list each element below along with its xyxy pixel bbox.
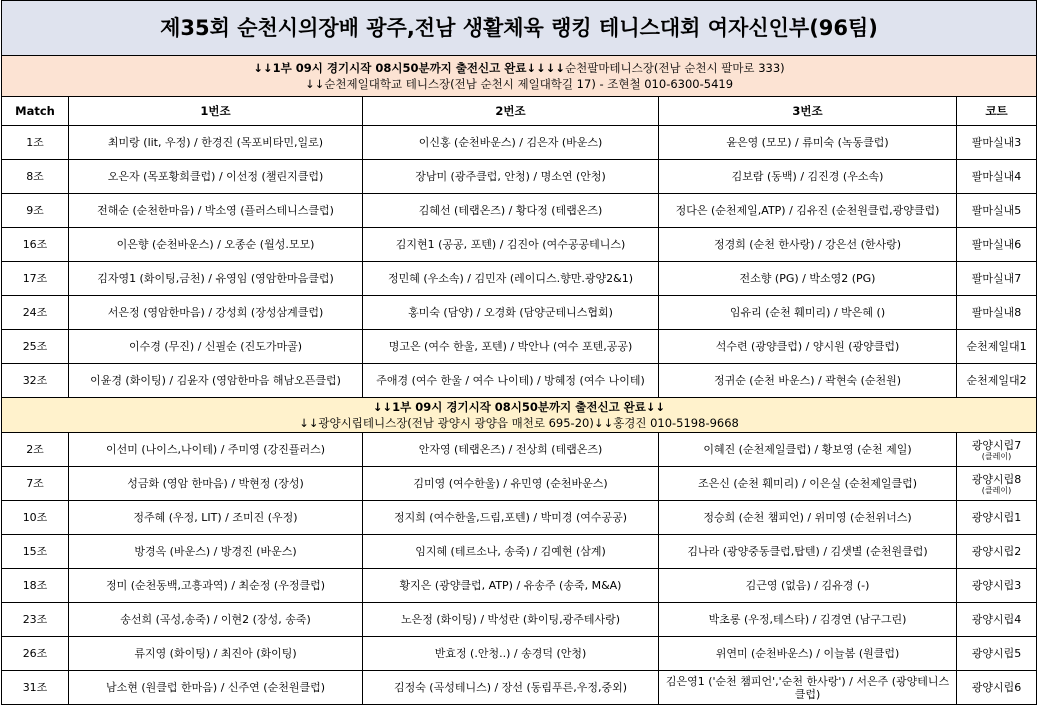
court-name: 광양시립4 — [971, 613, 1022, 626]
team2-cell: 반효정 (.안청..) / 송경덕 (안청) — [363, 637, 659, 671]
section1-line2: ↓↓순천제일대학교 테니스장(전남 순천시 제일대학길 17) - 조현철 010-6300-5419 — [305, 77, 734, 91]
court-cell — [957, 501, 1037, 535]
team3-cell: 김근영 (없음) / 김유경 (-) — [659, 569, 957, 603]
team2-cell: 안자영 (테랩온즈) / 전상희 (테랩온즈) — [363, 433, 659, 467]
table-row — [2, 467, 1037, 501]
table-row — [2, 228, 1037, 262]
team3-cell: 정경희 (순천 한사랑) / 강은선 (한사랑) — [659, 228, 957, 262]
match-cell: 18조 — [2, 569, 69, 603]
court-surface: (클레이) — [981, 485, 1012, 495]
team2-cell: 김지현1 (공공, 포텐) / 김진아 (여수공공테니스) — [363, 228, 659, 262]
header-match: Match — [2, 97, 69, 126]
court-cell — [957, 330, 1037, 364]
team2-cell: 황지은 (광양클럽, ATP) / 유송주 (송죽, M&A) — [363, 569, 659, 603]
section1-line1-rest: 순천팔마테니스장(전남 순천시 팔마로 333) — [565, 61, 785, 75]
section2-line1: ↓↓1부 09시 경기시작 08시50분까지 출전신고 완료↓↓ — [372, 400, 666, 414]
court-name: 광양시립8 — [971, 472, 1022, 486]
team3-cell: 정승희 (순천 챔피언) / 위미영 (순천위너스) — [659, 501, 957, 535]
court-name: 팔마실내5 — [971, 204, 1022, 217]
bracket-table — [1, 0, 1037, 705]
page-title: 제35회 순천시의장배 광주,전남 생활체육 랭킹 테니스대회 여자신인부(96팀) — [2, 1, 1037, 56]
team3-cell: 석수련 (광양클럽) / 양시원 (광양클럽) — [659, 330, 957, 364]
court-cell — [957, 160, 1037, 194]
match-cell: 31조 — [2, 671, 69, 705]
team3-cell: 김은영1 ('순천 챔피언','순천 한사랑') / 서은주 (광양테니스클럽) — [659, 671, 957, 705]
court-name: 광양시립5 — [971, 647, 1022, 660]
match-cell: 16조 — [2, 228, 69, 262]
court-cell — [957, 603, 1037, 637]
team3-cell: 전소향 (PG) / 박소영2 (PG) — [659, 262, 957, 296]
team2-cell: 노은정 (화이팅) / 박성란 (화이팅,광주테사랑) — [363, 603, 659, 637]
match-cell: 32조 — [2, 364, 69, 398]
team2-cell: 이신홍 (순천바운스) / 김은자 (바운스) — [363, 126, 659, 160]
court-cell — [957, 671, 1037, 705]
court-name: 순천제일대1 — [966, 340, 1027, 353]
match-cell: 8조 — [2, 160, 69, 194]
table-row — [2, 535, 1037, 569]
team3-cell: 정귀순 (순천 바운스) / 곽현숙 (순천원) — [659, 364, 957, 398]
court-name: 팔마실내8 — [971, 306, 1022, 319]
match-cell: 25조 — [2, 330, 69, 364]
match-cell: 17조 — [2, 262, 69, 296]
team1-cell: 정주혜 (우정, LIT) / 조미진 (우정) — [69, 501, 363, 535]
team1-cell: 최미랑 (lit, 우정) / 한경진 (목포비타민,일로) — [69, 126, 363, 160]
table-row — [2, 194, 1037, 228]
team2-cell: 김혜선 (테랩온즈) / 황다정 (테랩온즈) — [363, 194, 659, 228]
section2-line2: ↓↓광양시립테니스장(전남 광양시 광양읍 매천로 695-20)↓↓홍경진 010-5198-9668 — [299, 416, 739, 430]
court-cell — [957, 364, 1037, 398]
match-cell: 10조 — [2, 501, 69, 535]
court-name: 팔마실내7 — [971, 272, 1022, 285]
table-row — [2, 262, 1037, 296]
section2-header — [2, 398, 1037, 433]
court-cell — [957, 296, 1037, 330]
match-cell: 1조 — [2, 126, 69, 160]
table-row — [2, 569, 1037, 603]
table-row — [2, 501, 1037, 535]
header-col2: 2번조 — [363, 97, 659, 126]
court-name: 광양시립6 — [971, 681, 1022, 694]
match-cell: 9조 — [2, 194, 69, 228]
match-cell: 23조 — [2, 603, 69, 637]
team2-cell: 홍미숙 (담양) / 오경화 (담양군테니스협회) — [363, 296, 659, 330]
team3-cell: 조은신 (순천 훼미리) / 이은실 (순천제일클럽) — [659, 467, 957, 501]
team2-cell: 정민혜 (우소속) / 김민자 (레이디스.향만.광양2&1) — [363, 262, 659, 296]
team3-cell: 박초롱 (우정,테스타) / 김경연 (남구그린) — [659, 603, 957, 637]
section1-header — [2, 56, 1037, 97]
team2-cell: 정지희 (여수한울,드림,포텐) / 박미경 (여수공공) — [363, 501, 659, 535]
court-cell — [957, 126, 1037, 160]
team1-cell: 김자영1 (화이팅,금천) / 유영임 (영암한마음클럽) — [69, 262, 363, 296]
court-cell — [957, 467, 1037, 501]
team1-cell: 이윤경 (화이팅) / 김윤자 (영암한마음 해남오픈클럽) — [69, 364, 363, 398]
court-cell — [957, 535, 1037, 569]
table-row — [2, 296, 1037, 330]
team1-cell: 전해순 (순천한마음) / 박소영 (플러스테니스클럽) — [69, 194, 363, 228]
team2-cell: 김미영 (여수한울) / 유민영 (순천바운스) — [363, 467, 659, 501]
team1-cell: 이은향 (순천바운스) / 오종순 (월성.모모) — [69, 228, 363, 262]
match-cell: 15조 — [2, 535, 69, 569]
team1-cell: 남소현 (원클럽 한마음) / 신주연 (순천원클럽) — [69, 671, 363, 705]
match-cell: 2조 — [2, 433, 69, 467]
team2-cell: 주애경 (여수 한울 / 여수 나이테) / 방혜정 (여수 나이테) — [363, 364, 659, 398]
header-col1: 1번조 — [69, 97, 363, 126]
team1-cell: 방경옥 (바운스) / 방경진 (바운스) — [69, 535, 363, 569]
section1-line1-bold: ↓↓1부 09시 경기시작 08시50분까지 출전신고 완료↓↓↓↓ — [253, 61, 565, 75]
court-name: 광양시립2 — [971, 545, 1022, 558]
court-name: 팔마실내3 — [971, 136, 1022, 149]
table-row — [2, 433, 1037, 467]
court-name: 광양시립1 — [971, 511, 1022, 524]
header-col3: 3번조 — [659, 97, 957, 126]
team3-cell: 김나라 (광양중동클럽,탑텐) / 김샛별 (순천원클럽) — [659, 535, 957, 569]
table-row — [2, 330, 1037, 364]
team2-cell: 명고은 (여수 한울, 포텐) / 박안나 (여수 포텐,공공) — [363, 330, 659, 364]
table-row — [2, 364, 1037, 398]
team3-cell: 위연미 (순천바운스) / 이늘봄 (원클럽) — [659, 637, 957, 671]
court-name: 팔마실내6 — [971, 238, 1022, 251]
court-surface: (클레이) — [981, 451, 1012, 461]
court-name: 순천제일대2 — [966, 374, 1027, 387]
court-cell — [957, 433, 1037, 467]
court-cell — [957, 637, 1037, 671]
table-row — [2, 671, 1037, 705]
team3-cell: 김보람 (동백) / 김진경 (우소속) — [659, 160, 957, 194]
team1-cell: 오은자 (목포황희클럽) / 이선정 (챌린지클럽) — [69, 160, 363, 194]
court-cell — [957, 194, 1037, 228]
team1-cell: 성금화 (영암 한마음) / 박현정 (장성) — [69, 467, 363, 501]
team1-cell: 이선미 (나이스,나이테) / 주미영 (강진플러스) — [69, 433, 363, 467]
team2-cell: 김정숙 (곡성테니스) / 장선 (동림푸른,우정,중외) — [363, 671, 659, 705]
match-cell: 26조 — [2, 637, 69, 671]
team1-cell: 정미 (순천동백,고흥과역) / 최순정 (우정클럽) — [69, 569, 363, 603]
court-cell — [957, 569, 1037, 603]
column-header-row — [2, 97, 1037, 126]
court-name: 광양시립7 — [971, 438, 1022, 452]
team2-cell: 장남미 (광주클럽, 안청) / 명소연 (안청) — [363, 160, 659, 194]
table-row — [2, 126, 1037, 160]
match-cell: 24조 — [2, 296, 69, 330]
court-cell — [957, 228, 1037, 262]
team3-cell: 윤은영 (모모) / 류미숙 (녹동클럽) — [659, 126, 957, 160]
title-row — [2, 1, 1037, 56]
court-cell — [957, 262, 1037, 296]
team1-cell: 이수경 (무진) / 신필순 (진도가마골) — [69, 330, 363, 364]
table-row — [2, 637, 1037, 671]
team3-cell: 이혜진 (순천제일클럽) / 황보영 (순천 제일) — [659, 433, 957, 467]
team3-cell: 정다은 (순천제일,ATP) / 김유진 (순천원클럽,광양클럽) — [659, 194, 957, 228]
table-row — [2, 160, 1037, 194]
match-cell: 7조 — [2, 467, 69, 501]
team3-cell: 임유리 (순천 훼미리) / 박은혜 () — [659, 296, 957, 330]
header-court: 코트 — [957, 97, 1037, 126]
court-name: 광양시립3 — [971, 579, 1022, 592]
team1-cell: 서은정 (영암한마음) / 강성희 (장성삼계클럽) — [69, 296, 363, 330]
table-row — [2, 603, 1037, 637]
court-name: 팔마실내4 — [971, 170, 1022, 183]
team2-cell: 임지혜 (테르소나, 송죽) / 김예현 (삼계) — [363, 535, 659, 569]
team1-cell: 송선희 (곡성,송죽) / 이현2 (장성, 송죽) — [69, 603, 363, 637]
team1-cell: 류지영 (화이팅) / 최진아 (화이팅) — [69, 637, 363, 671]
